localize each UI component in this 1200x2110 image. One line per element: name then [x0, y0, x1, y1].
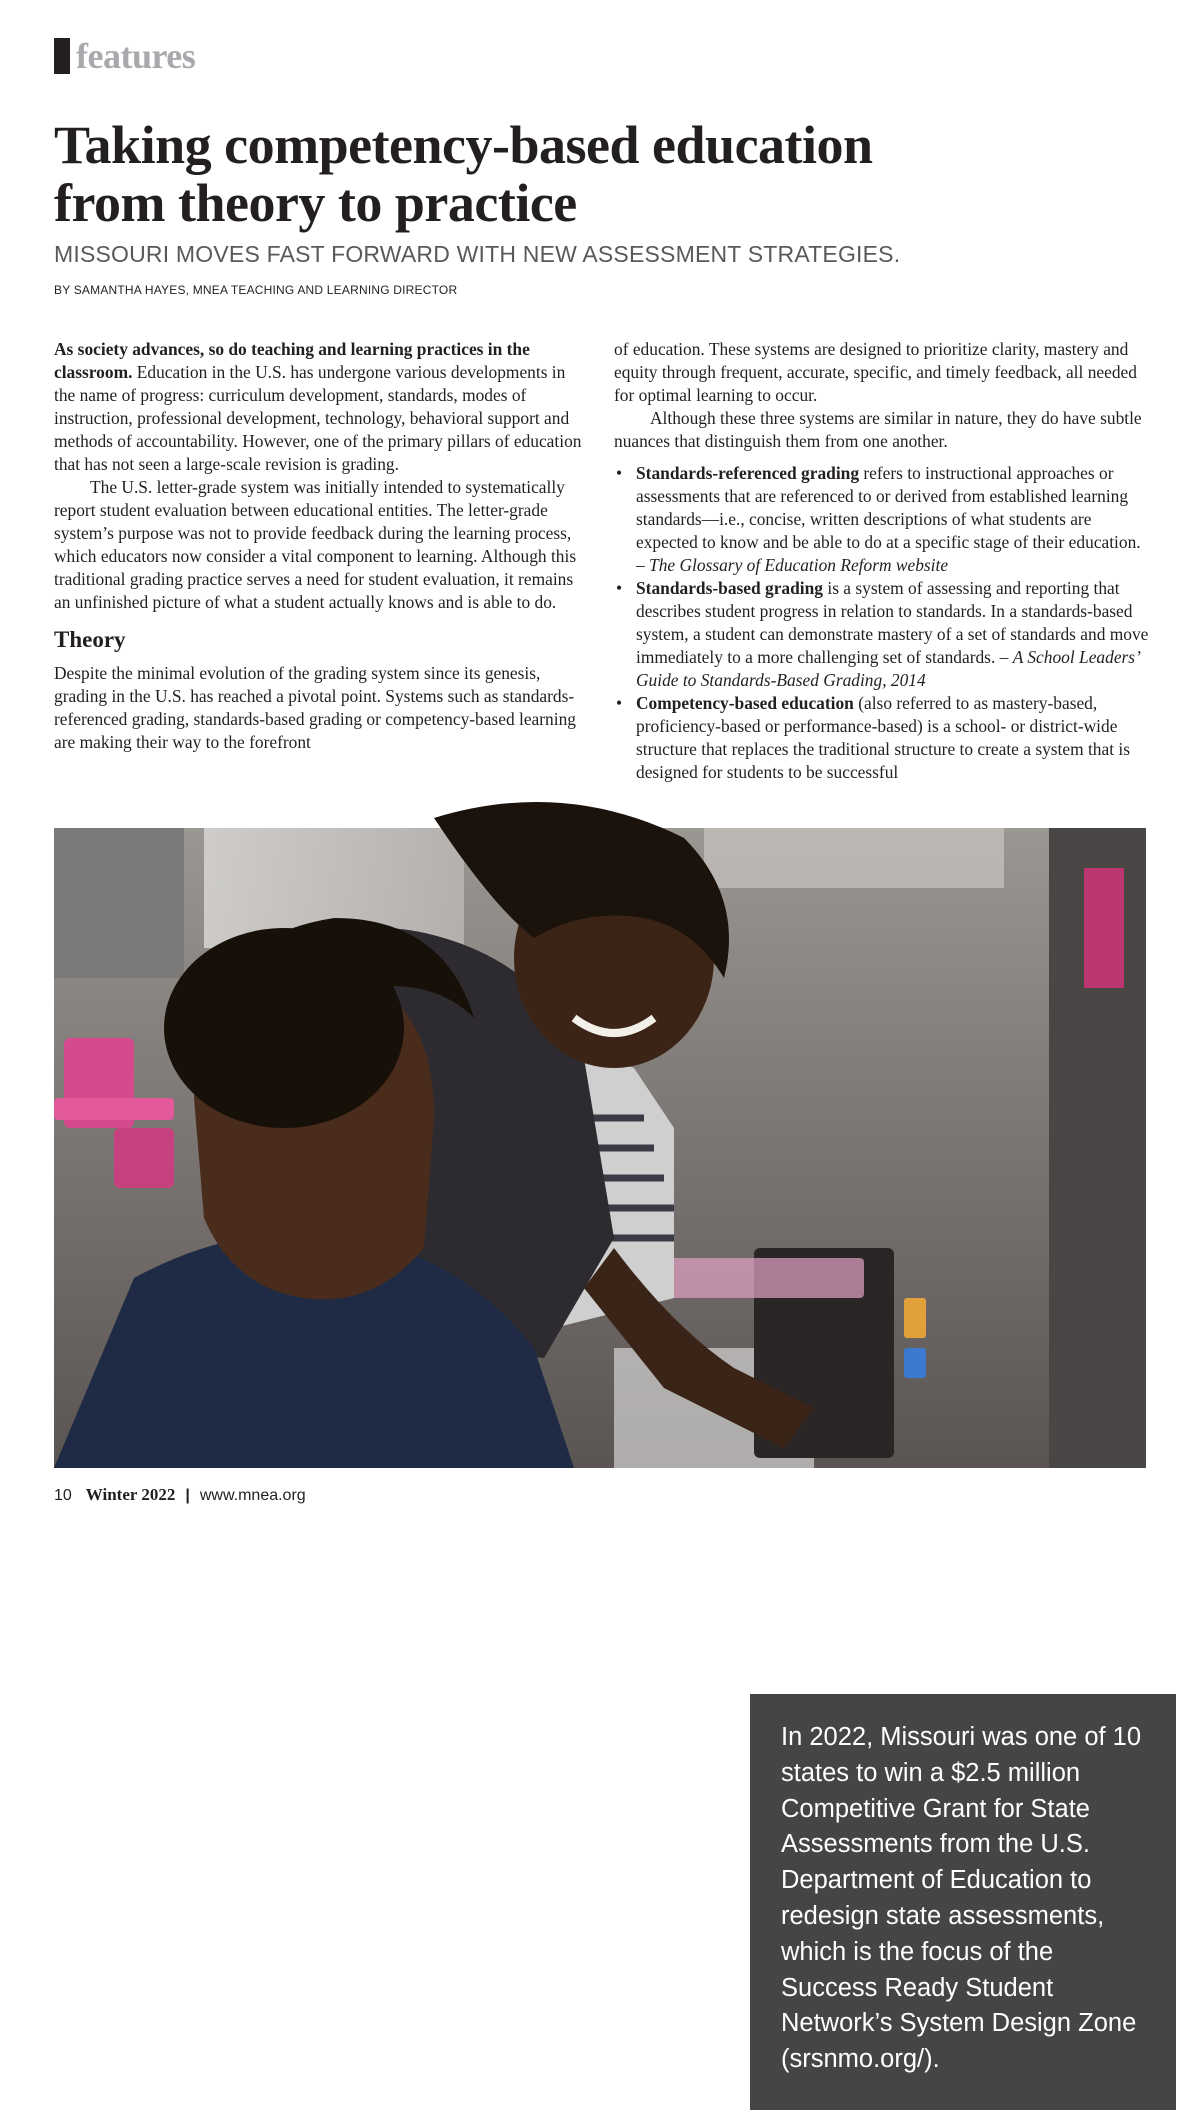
headline-line-2: from theory to practice: [54, 173, 577, 233]
bullet-source: The Glossary of Education Reform website: [649, 555, 949, 575]
footer-separator: |: [185, 1487, 190, 1504]
article-headline: [54, 116, 1054, 232]
bullet-text: refers to instructional approaches or assessments that are referenced to or derived from established learning standards—i.e., concise, written descriptions of what students are expected to know and be able to do at a specific stage of their education. –: [636, 463, 1141, 575]
intro-paragraph-rest: Education in the U.S. has undergone various developments in the name of progress: curriculum development, standards, modes of instruction, professional development, technology, behavioral support and methods of accountability. However, one of the primary pillars of education that has not seen a large-scale revision is grading.: [54, 362, 582, 474]
theory-paragraph: Despite the minimal evolution of the grading system since its genesis, grading in the U.S. has reached a pivotal point. Systems such as standards-referenced grading, standards-based grading or competency-based learning are making their way to the forefront: [54, 663, 576, 752]
bullet-text: is a system of assessing and reporting that describes student progress in relation to standards. In a standards-based system, a student can demonstrate mastery of a set of standards and move immediately to a more challenging set of standards. –: [636, 578, 1149, 667]
bullet-source: A School Leaders’ Guide to Standards-Based Grading, 2014: [636, 647, 1139, 690]
list-item: [614, 462, 1152, 577]
section-tag: [54, 36, 195, 74]
bullet-term: Competency-based education: [636, 693, 854, 713]
page-number: 10: [54, 1487, 72, 1504]
article-subheadline: MISSOURI MOVES FAST FORWARD WITH NEW ASSESSMENT STRATEGIES.: [54, 241, 901, 267]
section-tag-bar: [54, 38, 70, 74]
intro-paragraph: [54, 338, 586, 476]
section-label: features: [76, 36, 196, 76]
article-byline: BY SAMANTHA HAYES, MNEA TEACHING AND LEARNING DIRECTOR: [54, 283, 458, 297]
list-item: [614, 692, 1152, 784]
continuation-paragraph: of education. These systems are designed to prioritize clarity, mastery and equity through frequent, accurate, specific, and timely feedback, all needed for optimal learning to occur.: [614, 339, 1137, 405]
letter-grade-paragraph: The U.S. letter-grade system was initially intended to systematically report student evaluation between educational entities. The letter-grade system’s purpose was not to provide feedback during the learning process, which educators now consider a vital component to learning. Although this traditional grading practice serves a need for student evaluation, it remains an unfinished picture of what a student actually knows and is able to do.: [54, 477, 577, 612]
bullet-term: Standards-based grading: [636, 578, 824, 598]
bullet-text: (also referred to as mastery-based, proficiency-based or performance-based) is a school- or district-wide structure that replaces the traditional structure to create a system that is designed for students to be successful: [636, 693, 1130, 782]
lead-sentence: As society advances, so do teaching and learning practices in the classroom.: [54, 339, 530, 382]
bullet-term: Standards-referenced grading: [636, 463, 860, 483]
classroom-photo-illustration: [54, 828, 1146, 1468]
issue-label: Winter 2022: [85, 1485, 176, 1504]
headline-line-1: Taking competency-based education: [54, 115, 873, 175]
page-footer: [54, 1484, 306, 1507]
definitions-list: [614, 462, 1152, 784]
website-link[interactable]: www.mnea.org: [199, 1487, 306, 1504]
callout-box: [750, 1694, 1176, 2110]
nuances-paragraph: Although these three systems are similar in nature, they do have subtle nuances that distinguish them from one another.: [614, 408, 1142, 451]
list-item: [614, 577, 1152, 692]
right-column: [614, 338, 1152, 784]
theory-heading: Theory: [54, 627, 126, 652]
callout-text: In 2022, Missouri was one of 10 states to win a $2.5 million Competitive Grant for State Assessments from the U.S. Department of Education to redesign state assessments, which is the focus of the Success Ready Student Network’s System Design Zone (srsnmo.org/).: [781, 1723, 1142, 2074]
left-column: [54, 338, 586, 754]
